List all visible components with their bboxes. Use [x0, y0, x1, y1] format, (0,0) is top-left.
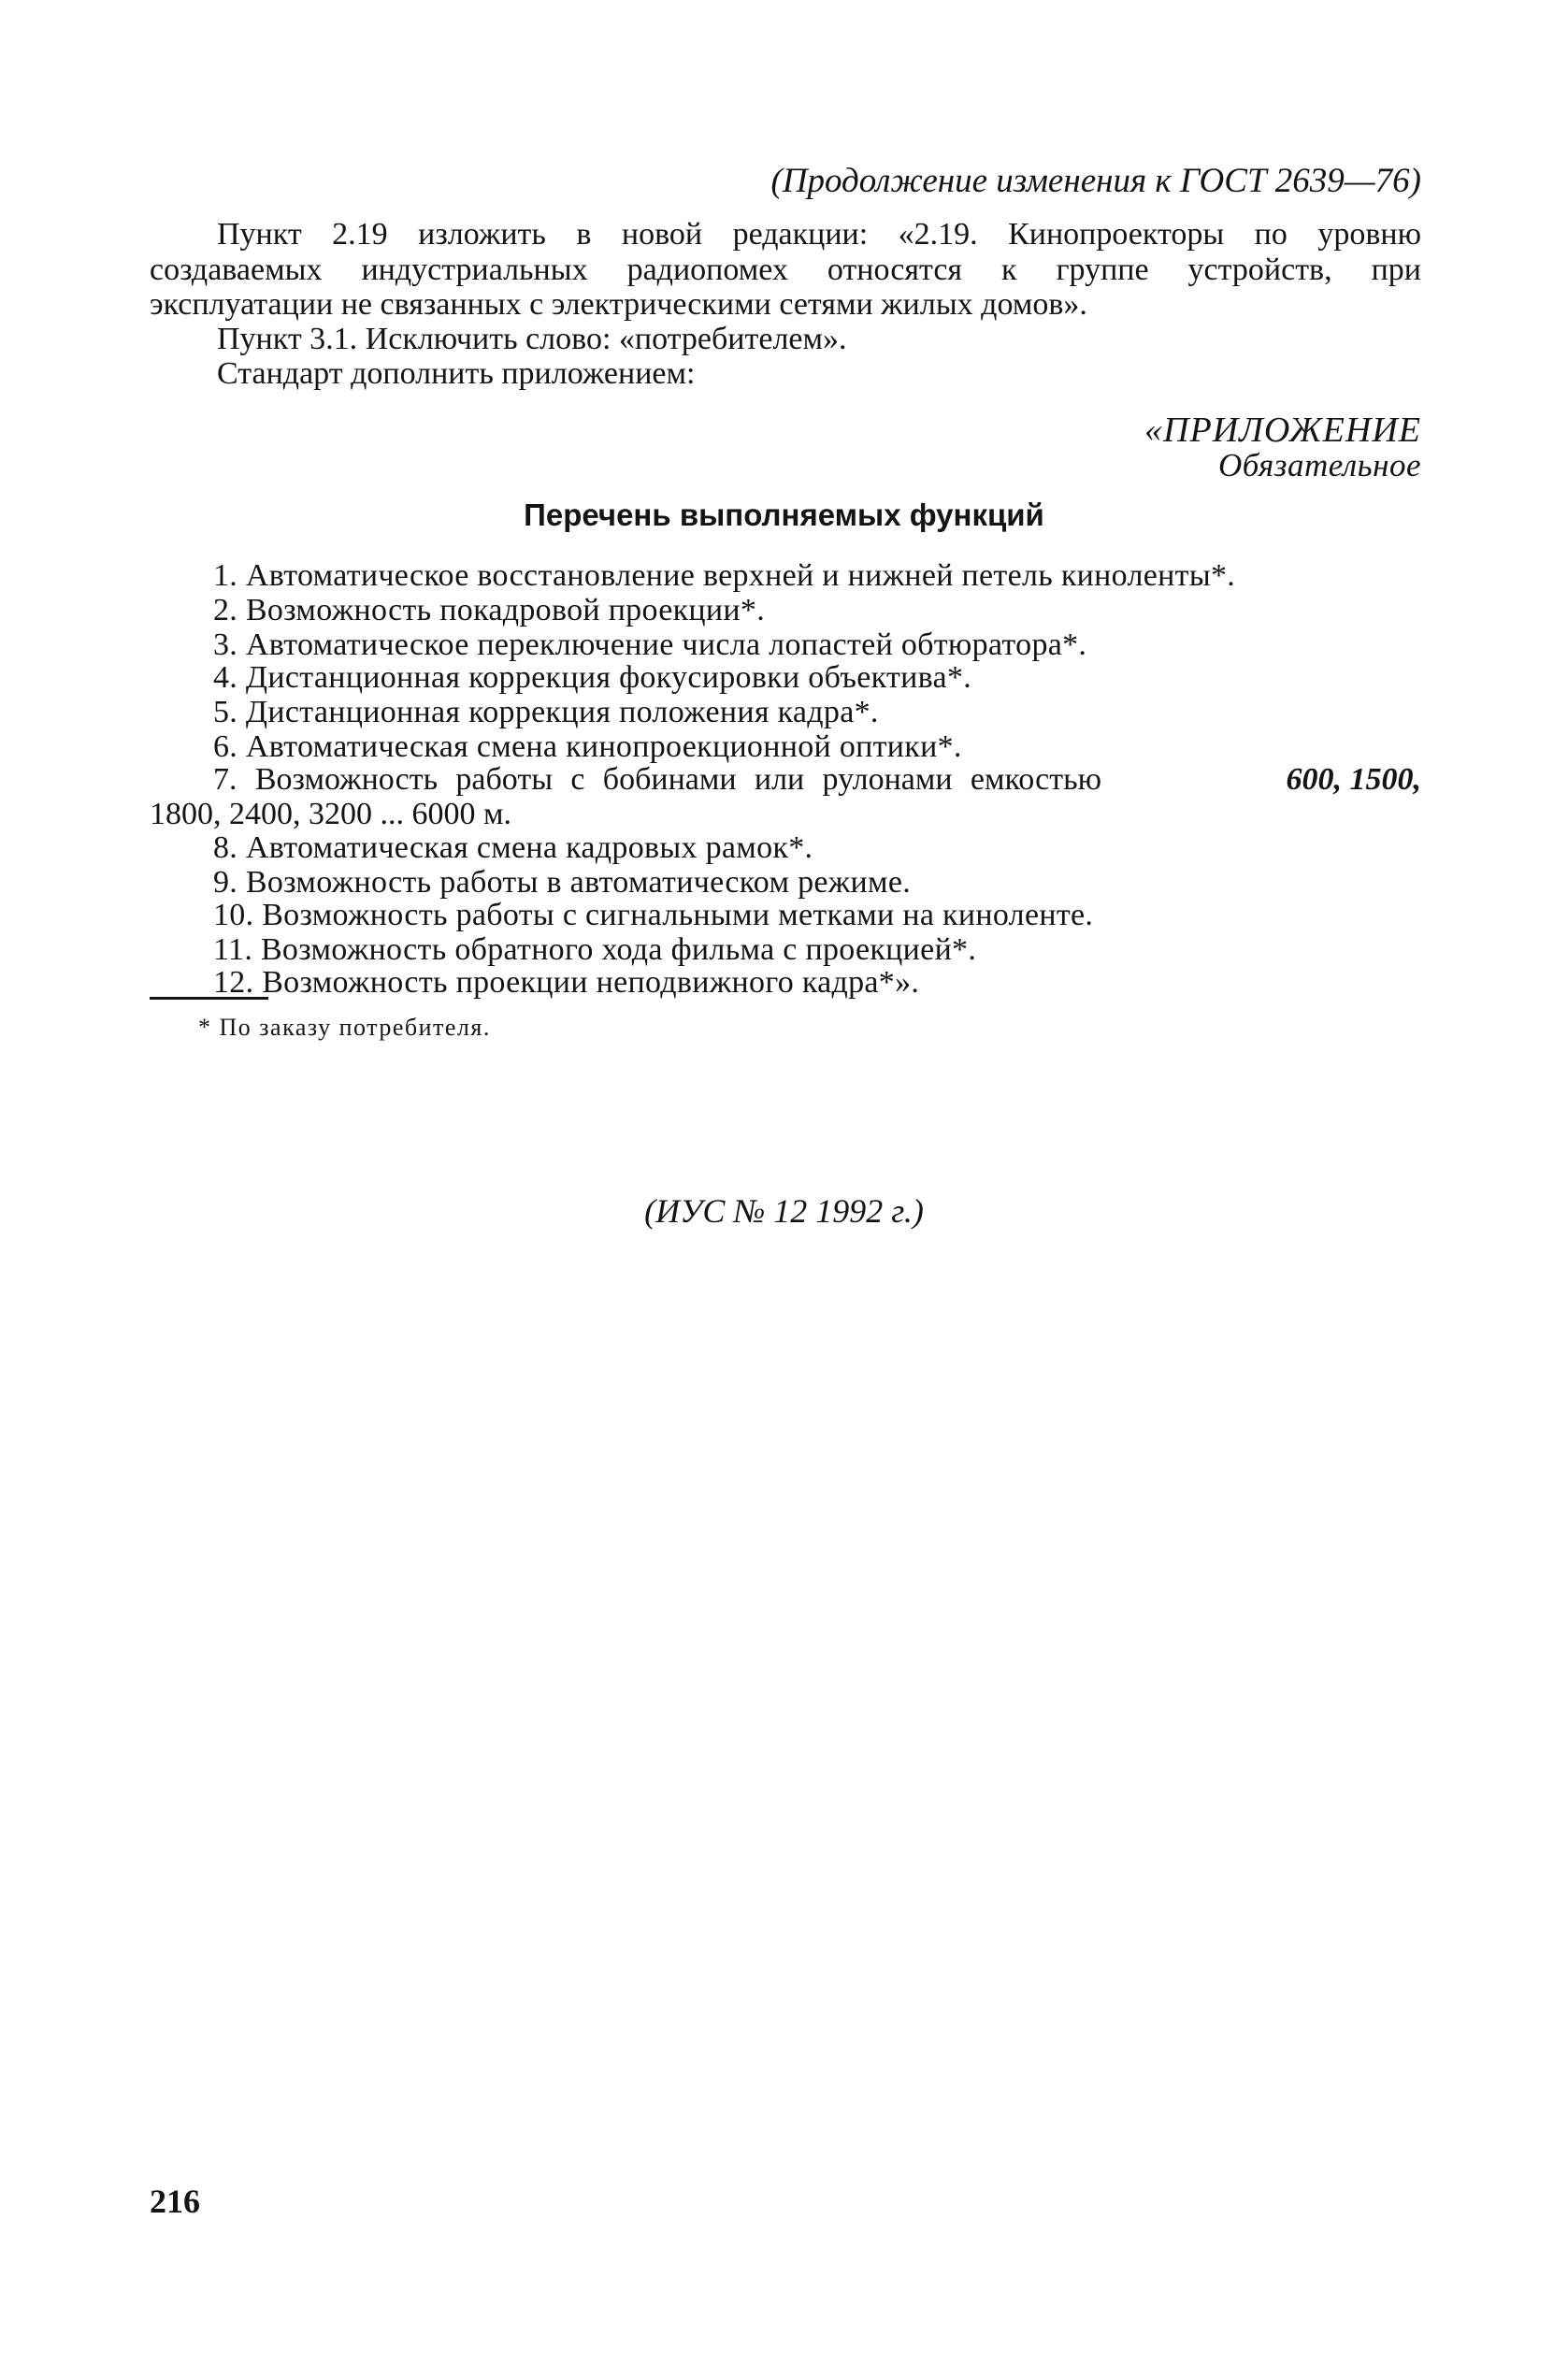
document-header: (Продолжение изменения к ГОСТ 2639—76): [770, 162, 1421, 200]
appendix-status: Обязательное: [1218, 447, 1421, 483]
paragraph-line: Стандарт дополнить приложением:: [217, 356, 696, 391]
list-item-7-line2: 1800, 2400, 3200 ... 6000 м.: [150, 797, 512, 831]
list-title: Перечень выполняемых функций: [524, 497, 1044, 532]
appendix-label: «ПРИЛОЖЕНИЕ: [1144, 411, 1421, 450]
list-item: 10. Возможность работы с сигнальными метками на киноленте.: [213, 898, 1094, 932]
footnote: * По заказу потребителя.: [198, 1014, 491, 1041]
list-item: 5. Дистанционная коррекция положения кадра*.: [213, 695, 879, 729]
list-item: 6. Автоматическая смена кинопроекционной оптики*.: [213, 729, 962, 764]
paragraph-line: создаваемых индустриальных радиопомех относятся к группе устройств, при: [150, 252, 1421, 287]
list-item: 3. Автоматическое переключение числа лопастей обтюратора*.: [213, 627, 1087, 662]
list-item-7-line1: [213, 762, 1421, 798]
paragraph-line: Пункт 3.1. Исключить слово: «потребителем».: [217, 322, 847, 356]
source-reference: (ИУС № 12 1992 г.): [644, 1192, 924, 1230]
paragraph-line: Пункт 2.19 изложить в новой редакции: «2.19. Кинопроекторы по уровню: [217, 217, 1421, 252]
list-item: 4. Дистанционная коррекция фокусировки объектива*.: [213, 660, 972, 695]
list-item-7-text: 7. Возможность работы с бобинами или рулонами емкостью: [213, 762, 1101, 797]
paragraph-line: эксплуатации не связанных с электрическими сетями жилых домов».: [150, 287, 1087, 322]
list-item: 9. Возможность работы в автоматическом режиме.: [213, 865, 912, 900]
list-item: 8. Автоматическая смена кадровых рамок*.: [213, 830, 813, 865]
list-item: 12. Возможность проекции неподвижного кадра*».: [213, 965, 920, 1000]
list-item: 11. Возможность обратного хода фильма с проекцией*.: [213, 932, 977, 967]
list-item: 1. Автоматическое восстановление верхней и нижней петель киноленты*.: [213, 558, 1236, 593]
list-item: 2. Возможность покадровой проекции*.: [213, 593, 765, 627]
list-item-7-values: 600, 1500,: [1286, 762, 1421, 797]
page-number: 216: [150, 2183, 200, 2220]
footnote-divider: [150, 997, 268, 1000]
